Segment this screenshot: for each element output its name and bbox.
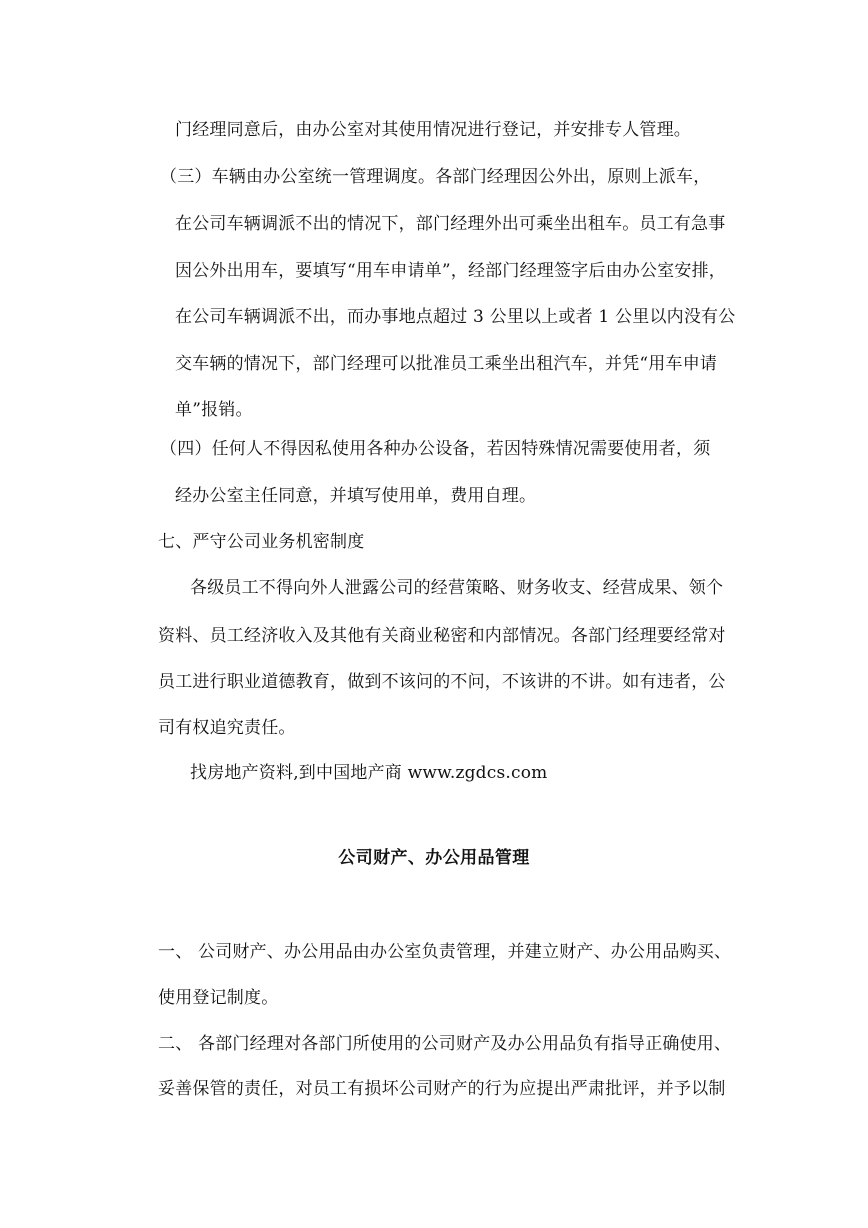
paragraph-line: （四）任何人不得因私使用各种办公设备，若因特殊情况需要使用者，须 bbox=[160, 439, 711, 459]
paragraph-line: 员工进行职业道德教育，做到不该问的不问，不该讲的不讲。如有违者，公 bbox=[158, 672, 726, 692]
list-item: 二、 各部门经理对各部门所使用的公司财产及办公用品负有指导正确使用、 bbox=[158, 1034, 732, 1054]
paragraph-line: 各级员工不得向外人泄露公司的经营策略、财务收支、经营成果、领个 bbox=[190, 578, 724, 598]
paragraph-line: 在公司车辆调派不出，而办事地点超过 3 公里以上或者 1 公里以内没有公 bbox=[175, 307, 736, 327]
paragraph-line: 门经理同意后，由办公室对其使用情况进行登记，并安排专人管理。 bbox=[175, 120, 691, 140]
section-title: 公司财产、办公用品管理 bbox=[338, 848, 530, 868]
list-item: 一、 公司财产、办公用品由办公室负责管理，并建立财产、办公用品购买、 bbox=[158, 942, 732, 962]
paragraph-line: 因公外出用车，要填写“用车申请单”，经部门经理签字后由办公室安排， bbox=[175, 261, 726, 281]
paragraph-line: 交车辆的情况下，部门经理可以批准员工乘坐出租汽车，并凭“用车申请 bbox=[175, 354, 718, 374]
paragraph-line: 司有权追究责任。 bbox=[158, 718, 296, 738]
list-item-continuation: 使用登记制度。 bbox=[158, 988, 279, 1008]
section-heading: 七、严守公司业务机密制度 bbox=[158, 532, 365, 552]
paragraph-line: 单”报销。 bbox=[175, 400, 253, 420]
paragraph-line: 资料、员工经济收入及其他有关商业秘密和内部情况。各部门经理要经常对 bbox=[158, 626, 726, 646]
paragraph-line: 在公司车辆调派不出的情况下，部门经理外出可乘坐出租车。员工有急事 bbox=[175, 214, 726, 234]
list-item-continuation: 妥善保管的责任，对员工有损坏公司财产的行为应提出严肃批评，并予以制 bbox=[158, 1079, 726, 1099]
paragraph-line: （三）车辆由办公室统一管理调度。各部门经理因公外出，原则上派车， bbox=[160, 167, 711, 187]
promo-line: 找房地产资料,到中国地产商 www.zgdcs.com bbox=[190, 763, 548, 783]
paragraph-line: 经办公室主任同意，并填写使用单，费用自理。 bbox=[175, 486, 537, 506]
